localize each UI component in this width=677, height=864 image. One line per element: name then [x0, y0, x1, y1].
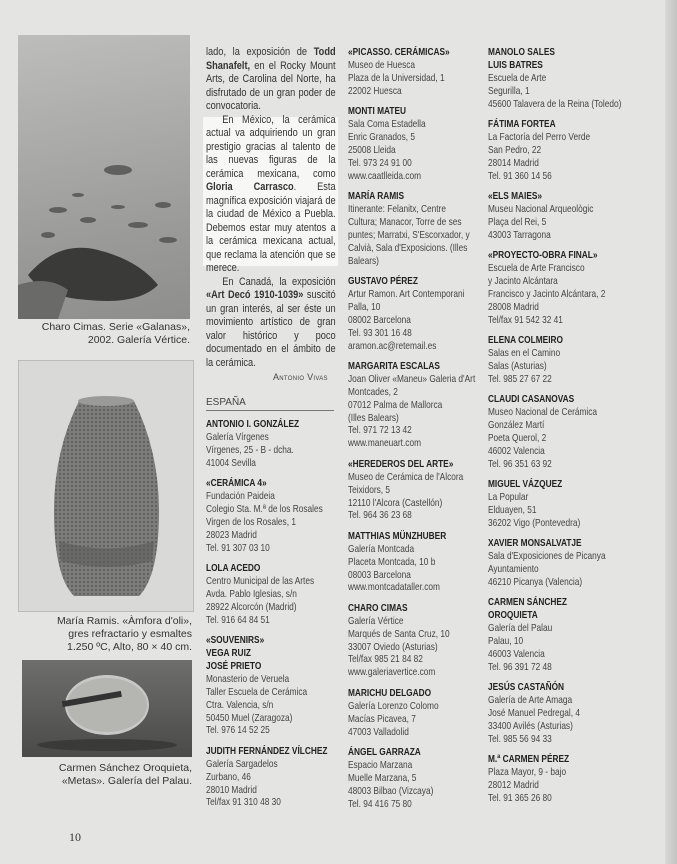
entry-line: 28010 Madrid	[206, 784, 257, 796]
listing-column-2	[348, 47, 484, 819]
entry-title: CARMEN SÁNCHEZ	[488, 597, 567, 609]
entry-line: Segurilla, 1	[488, 85, 530, 97]
entry-line: puntes; Marratxi, S'Escorxador, y	[348, 229, 470, 241]
entry-line: Tel. 916 64 84 51	[206, 614, 270, 626]
listing-entry	[348, 361, 484, 451]
entry-line: 50450 Muel (Zaragoza)	[206, 712, 293, 724]
entry-line: Ayuntamiento	[488, 564, 539, 576]
listing-entry	[488, 538, 632, 590]
article-body	[206, 46, 336, 370]
entry-line: Galería del Palau	[488, 623, 553, 635]
entry-line: Palla, 10	[348, 301, 381, 313]
entry-line: Teixidors, 5	[348, 484, 391, 496]
listing-entry	[488, 479, 632, 531]
entry-line: Galería Vértice	[348, 615, 404, 627]
entry-line: Tel/fax 91 310 48 30	[206, 797, 281, 809]
entry-line: Sala Coma Estadella	[348, 119, 426, 131]
entry-line: Museo de Cerámica de l'Alcora	[348, 471, 464, 483]
section-heading-espana: ESPAÑA	[206, 397, 334, 411]
entry-title: LUIS BATRES	[488, 59, 543, 71]
entry-line: Museu Nacional Arqueològic	[488, 203, 594, 215]
entry-line: González Martí	[488, 420, 545, 432]
listing-entry	[348, 276, 484, 353]
entry-line: Galería de Arte Amaga	[488, 695, 573, 707]
entry-title: MARÍA RAMIS	[348, 191, 405, 203]
sand-texture-graphic	[18, 35, 190, 319]
entry-line: Elduayen, 51	[488, 505, 537, 516]
listing-entry	[348, 191, 484, 268]
entry-title: MARGARITA ESCALAS	[348, 360, 440, 372]
entry-line: (Illes Balears)	[348, 412, 399, 424]
entry-line: 07012 Palma de Mallorca	[348, 399, 443, 411]
entry-title: JUDITH FERNÁNDEZ VÍLCHEZ	[206, 745, 328, 757]
entry-line: www.montcadataller.com	[348, 582, 440, 594]
photo-charo-cimas	[18, 35, 190, 319]
entry-line: Zurbano, 46	[206, 771, 251, 783]
article-paragraph	[206, 114, 336, 276]
article-text: lado, la exposición de	[206, 46, 314, 58]
entry-line: Fundación Paideia	[206, 491, 275, 503]
listing-entry	[348, 747, 484, 812]
entry-title: MONTI MATEU	[348, 106, 407, 118]
entry-line: Escuela de Arte Francisco	[488, 263, 585, 275]
entry-line: Ctra. Valencia, s/n	[206, 699, 274, 711]
entry-line: Galería Sargadelos	[206, 758, 278, 770]
highlighted-name: Gloria Carrasco	[206, 181, 294, 193]
entry-line: 46210 Picanya (Valencia)	[488, 577, 583, 589]
entry-line: 28008 Madrid	[488, 301, 539, 313]
entry-title: JOSÉ PRIETO	[206, 660, 262, 672]
entry-line: Macías Picavea, 7	[348, 713, 416, 725]
article-text: suscitó un gran interés, al ser éste un movimiento artístico de gran valor histórico y poco documentado en el ámbito de la cerámica.	[206, 289, 336, 369]
highlighted-name: «Art Decó 1910-1039»	[206, 289, 304, 301]
entry-line: 46003 Valencia	[488, 649, 545, 661]
entry-title: JESÚS CASTAÑÓN	[488, 682, 565, 694]
photo-maria-ramis-amphora	[18, 360, 194, 612]
entry-line: Poeta Querol, 2	[488, 432, 547, 444]
highlighted-name: Todd Shanafelt,	[206, 46, 336, 72]
entry-title: MIGUEL VÁZQUEZ	[488, 479, 563, 491]
entry-line: Artur Ramon. Art Contemporani	[348, 288, 465, 300]
entry-line: Calvià, Sala d'Exposicions. (Illes	[348, 242, 468, 254]
page-edge-shadow	[665, 0, 677, 864]
entry-line: 45600 Talavera de la Reina (Toledo)	[488, 98, 622, 110]
article-text: En México, la cerámica actual va adquiriendo un gran prestigio gracias al talento de las nuevas figuras de la cerámica mexicana, como	[206, 113, 336, 180]
entry-line: Taller Escuela de Cerámica	[206, 686, 308, 698]
entry-line: aramon.ac@retemail.es	[348, 340, 437, 352]
entry-title: «CERÁMICA 4»	[206, 478, 267, 490]
entry-line: Salas en el Camino	[488, 348, 561, 360]
entry-line: 33007 Oviedo (Asturias)	[348, 641, 438, 653]
entry-line: 36202 Vigo (Pontevedra)	[488, 517, 581, 529]
entry-title: MANOLO SALES	[488, 47, 555, 58]
entry-line: 28012 Madrid	[488, 780, 539, 792]
article-paragraph	[206, 46, 336, 114]
entry-title: «PROYECTO-OBRA FINAL»	[488, 250, 598, 262]
entry-line: Monasterio de Veruela	[206, 673, 290, 685]
photo-carmen-sanchez-metas	[22, 660, 192, 757]
listing-entry	[348, 47, 484, 99]
entry-line: Avda. Pablo Iglesias, s/n	[206, 588, 297, 600]
entry-line: La Factoría del Perro Verde	[488, 131, 591, 143]
entry-line: Tel. 94 416 75 80	[348, 798, 412, 810]
entry-line: Tel. 96 351 63 92	[488, 458, 552, 470]
listing-entry	[488, 119, 632, 184]
entry-title: ANTONIO I. GONZÁLEZ	[206, 419, 300, 430]
entry-line: Enric Granados, 5	[348, 131, 415, 143]
entry-line: 41004 Sevilla	[206, 457, 256, 469]
listing-entry	[206, 563, 338, 628]
entry-line: Tel. 973 24 91 00	[348, 157, 412, 169]
entry-line: Marqués de Santa Cruz, 10	[348, 628, 450, 640]
entry-title: «HEREDEROS DEL ARTE»	[348, 458, 454, 470]
listing-entry	[348, 688, 484, 740]
entry-line: Plaça del Rei, 5	[488, 216, 547, 228]
entry-line: Tel. 985 27 67 22	[488, 373, 552, 385]
listing-entry	[488, 394, 632, 471]
entry-line: Plaza Mayor, 9 - bajo	[488, 767, 567, 779]
entry-line: 28014 Madrid	[488, 157, 539, 169]
entry-title: MATTHIAS MÜNZHUBER	[348, 530, 447, 542]
entry-line: Tel. 971 72 13 42	[348, 425, 412, 437]
listing-entry	[206, 635, 338, 738]
metas-sculpture-graphic	[22, 660, 192, 757]
article-paragraph	[206, 276, 336, 371]
entry-title: CHARO CIMAS	[348, 602, 408, 614]
caption-photo-1: Charo Cimas. Serie «Galanas», 2002. Galería Vértice.	[41, 321, 190, 346]
entry-line: www.caatlleida.com	[348, 170, 421, 182]
caption-photo-3: Carmen Sánchez Oroquieta, «Metas». Galería del Palau.	[58, 762, 192, 787]
entry-title: LOLA ACEDO	[206, 563, 261, 575]
entry-line: Virgen de los Rosales, 1	[206, 516, 296, 528]
listing-entry	[488, 335, 632, 387]
entry-title: GUSTAVO PÉREZ	[348, 276, 418, 287]
entry-line: Galería Vírgenes	[206, 431, 269, 443]
entry-title: «SOUVENIRS»	[206, 635, 265, 647]
entry-line: Plaza de la Universidad, 1	[348, 72, 445, 84]
listing-entry	[348, 603, 484, 680]
entry-line: Montcades, 2	[348, 386, 398, 398]
entry-line: 48003 Bilbao (Vizcaya)	[348, 785, 434, 797]
entry-title: OROQUIETA	[488, 610, 538, 622]
entry-line: Muelle Marzana, 5	[348, 772, 417, 784]
entry-line: Tel. 91 360 14 56	[488, 170, 552, 182]
listing-entry	[348, 531, 484, 596]
entry-line: Tel. 93 301 16 48	[348, 327, 412, 339]
entry-line: 43003 Tarragona	[488, 229, 551, 241]
entry-line: 28922 Alcorcón (Madrid)	[206, 601, 297, 613]
listing-entry	[488, 191, 632, 243]
listing-entry	[488, 47, 632, 112]
entry-line: Tel/fax 91 542 32 41	[488, 314, 563, 326]
entry-line: 46002 Valencia	[488, 445, 545, 457]
entry-line: Palau, 10	[488, 636, 524, 648]
entry-line: Cultura; Manacor, Torre de ses	[348, 216, 462, 228]
entry-line: Tel. 96 391 72 48	[488, 661, 552, 673]
entry-line: Balears)	[348, 255, 379, 267]
entry-line: Escuela de Arte	[488, 72, 547, 84]
article-text: En Canadá, la exposición	[222, 275, 336, 288]
author-signature: Antonio Vivas	[273, 372, 328, 382]
entry-line: 08002 Barcelona	[348, 314, 411, 326]
entry-line: 25008 Lleida	[348, 144, 396, 156]
entry-line: www.galeriavertice.com	[348, 667, 436, 679]
entry-line: Galería Montcada	[348, 543, 415, 555]
entry-line: Joan Oliver «Maneu» Galeria d'Art	[348, 373, 476, 385]
entry-title: ELENA COLMEIRO	[488, 335, 563, 347]
listing-entry	[348, 459, 484, 524]
entry-line: Placeta Montcada, 10 b	[348, 556, 436, 568]
entry-title: M.ª CARMEN PÉREZ	[488, 754, 570, 766]
listing-entry	[488, 597, 632, 674]
entry-line: San Pedro, 22	[488, 144, 542, 156]
entry-title: ÁNGEL GARRAZA	[348, 746, 421, 758]
entry-line: 47003 Valladolid	[348, 726, 409, 738]
listing-entry	[488, 682, 632, 747]
entry-line: Tel. 964 36 23 68	[348, 510, 412, 522]
listing-column-1	[206, 419, 338, 818]
entry-line: Tel. 985 56 94 33	[488, 734, 552, 745]
entry-line: Tel. 91 365 26 80	[488, 793, 552, 805]
entry-line: Colegio Sta. M.ª de los Rosales	[206, 503, 323, 515]
entry-line: Itinerante: Felanitx, Centre	[348, 203, 446, 215]
entry-line: www.maneuart.com	[348, 438, 421, 450]
listing-entry	[488, 754, 632, 806]
listing-entry	[348, 106, 484, 183]
entry-line: Sala d'Exposiciones de Picanya	[488, 551, 606, 563]
entry-line: 28023 Madrid	[206, 529, 257, 541]
entry-line: Centro Municipal de las Artes	[206, 575, 315, 587]
entry-title: CLAUDI CASANOVAS	[488, 394, 575, 406]
entry-line: Espacio Marzana	[348, 759, 413, 771]
entry-line: y Jacinto Alcántara	[488, 276, 558, 287]
listing-entry	[488, 250, 632, 327]
listing-entry	[206, 746, 338, 811]
entry-line: Tel. 976 14 52 25	[206, 725, 270, 737]
entry-line: José Manuel Pedregal, 4	[488, 708, 580, 720]
page-number: 10	[69, 830, 81, 844]
entry-title: «PICASSO. CERÁMICAS»	[348, 47, 450, 58]
entry-line: Galería Lorenzo Colomo	[348, 700, 439, 712]
entry-line: Salas (Asturias)	[488, 360, 547, 372]
entry-line: Tel/fax 985 21 84 82	[348, 654, 423, 666]
article-text: en el Rocky Mount Arts, de Carolina del Norte, ha disfrutado de un gran poder de convocatoria.	[206, 59, 336, 112]
entry-line: Tel. 91 307 03 10	[206, 542, 270, 554]
entry-title: «ELS MAIES»	[488, 191, 543, 203]
entry-line: Museo de Huesca	[348, 59, 415, 71]
entry-line: Museo Nacional de Cerámica	[488, 407, 598, 419]
entry-line: Francisco y Jacinto Alcántara, 2	[488, 288, 606, 300]
entry-line: 08003 Barcelona	[348, 569, 411, 581]
entry-line: 12110 l'Alcora (Castellón)	[348, 497, 443, 509]
article-text: . Esta magnífica exposición viajará de la ciudad de México a Puebla. Debemos estar muy atentos a la cerámica mexicana actual, que reclama la atención que se merece.	[206, 181, 336, 274]
caption-photo-2: María Ramis. «Àmfora d'oli», gres refractario y esmaltes 1.250 ºC, Alto, 80 × 40 cm.	[56, 615, 192, 653]
amphora-graphic	[19, 361, 193, 611]
entry-title: XAVIER MONSALVATJE	[488, 538, 582, 550]
entry-line: 33400 Avilés (Asturias)	[488, 721, 573, 733]
entry-title: VEGA RUIZ	[206, 648, 251, 659]
entry-title: MARICHU DELGADO	[348, 687, 432, 699]
listing-entry	[206, 419, 338, 471]
entry-title: FÁTIMA FORTEA	[488, 119, 556, 131]
listing-entry	[206, 478, 338, 555]
listing-column-3	[488, 47, 632, 814]
entry-line: La Popular	[488, 492, 529, 504]
entry-line: 22002 Huesca	[348, 85, 402, 97]
entry-line: Vírgenes, 25 - B - dcha.	[206, 444, 294, 456]
